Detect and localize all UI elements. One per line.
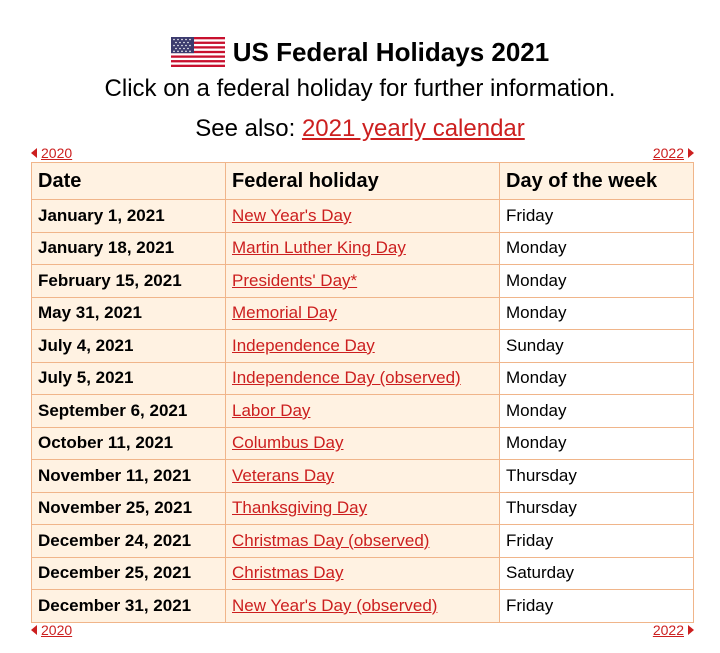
table-row — [32, 395, 694, 428]
holiday-date: July 4, 2021 — [32, 330, 226, 363]
holiday-name-cell — [226, 362, 500, 395]
triangle-right-icon — [688, 148, 694, 158]
holiday-date: July 5, 2021 — [32, 362, 226, 395]
holiday-weekday: Thursday — [500, 492, 694, 525]
triangle-left-icon — [31, 625, 37, 635]
holiday-weekday: Sunday — [500, 330, 694, 363]
holiday-link[interactable]: New Year's Day — [232, 205, 352, 225]
table-row — [32, 427, 694, 460]
next-year-label: 2022 — [652, 145, 684, 161]
holiday-date: December 31, 2021 — [32, 590, 226, 623]
holiday-date: November 25, 2021 — [32, 492, 226, 525]
holiday-weekday: Monday — [500, 427, 694, 460]
holiday-name-cell — [226, 200, 500, 233]
prev-year-label: 2020 — [41, 622, 73, 638]
holiday-weekday: Monday — [500, 265, 694, 298]
holiday-link[interactable]: Independence Day — [232, 335, 375, 355]
year-nav-top — [31, 144, 694, 162]
table-row — [32, 492, 694, 525]
triangle-left-icon — [31, 148, 37, 158]
holiday-weekday: Friday — [500, 200, 694, 233]
holiday-link[interactable]: Presidents' Day* — [232, 270, 358, 290]
next-year-label: 2022 — [652, 622, 684, 638]
page-subtitle: Click on a federal holiday for further information. — [104, 75, 616, 102]
holiday-weekday: Monday — [500, 395, 694, 428]
holiday-weekday: Saturday — [500, 557, 694, 590]
table-row — [32, 200, 694, 233]
holiday-link[interactable]: Christmas Day — [232, 563, 344, 583]
holiday-weekday: Monday — [500, 362, 694, 395]
column-header-holiday: Federal holiday — [226, 163, 500, 200]
holiday-name-cell — [226, 460, 500, 493]
holiday-name-cell — [226, 427, 500, 460]
prev-year-link-bottom[interactable] — [31, 621, 72, 639]
holiday-weekday: Friday — [500, 525, 694, 558]
table-row — [32, 525, 694, 558]
table-row — [32, 330, 694, 363]
holiday-date: May 31, 2021 — [32, 297, 226, 330]
holiday-date: October 11, 2021 — [32, 427, 226, 460]
table-row — [32, 590, 694, 623]
holiday-name-cell — [226, 232, 500, 265]
holiday-link[interactable]: Labor Day — [232, 400, 311, 420]
holiday-name-cell — [226, 557, 500, 590]
prev-year-link-top[interactable] — [31, 144, 72, 162]
see-also-prefix: See also: — [195, 115, 302, 142]
holiday-date: January 18, 2021 — [32, 232, 226, 265]
table-row — [32, 265, 694, 298]
prev-year-label: 2020 — [41, 145, 73, 161]
holiday-name-cell — [226, 395, 500, 428]
us-flag-icon — [171, 37, 225, 67]
holiday-weekday: Monday — [500, 232, 694, 265]
column-header-date: Date — [32, 163, 226, 200]
holiday-weekday: Monday — [500, 297, 694, 330]
holiday-date: November 11, 2021 — [32, 460, 226, 493]
triangle-right-icon — [688, 625, 694, 635]
table-header-row — [32, 163, 694, 200]
year-nav-bottom — [31, 621, 694, 639]
holiday-link[interactable]: Independence Day (observed) — [232, 368, 461, 388]
holiday-date: December 24, 2021 — [32, 525, 226, 558]
table-row — [32, 232, 694, 265]
holiday-name-cell — [226, 492, 500, 525]
holiday-name-cell — [226, 297, 500, 330]
yearly-calendar-link[interactable]: 2021 yearly calendar — [301, 115, 525, 142]
holiday-link[interactable]: Martin Luther King Day — [232, 238, 406, 258]
holiday-link[interactable]: Christmas Day (observed) — [232, 530, 430, 550]
holiday-name-cell — [226, 330, 500, 363]
holiday-date: September 6, 2021 — [32, 395, 226, 428]
table-row — [32, 297, 694, 330]
holiday-date: December 25, 2021 — [32, 557, 226, 590]
table-row — [32, 362, 694, 395]
holiday-link[interactable]: Columbus Day — [232, 433, 344, 453]
holidays-table — [31, 162, 694, 623]
holiday-name-cell — [226, 265, 500, 298]
holiday-name-cell — [226, 525, 500, 558]
holiday-date: January 1, 2021 — [32, 200, 226, 233]
holiday-date: February 15, 2021 — [32, 265, 226, 298]
page-title: US Federal Holidays 2021 — [232, 37, 550, 67]
next-year-link-top[interactable] — [653, 144, 694, 162]
see-also-line — [0, 112, 720, 146]
holiday-link[interactable]: Memorial Day — [232, 303, 337, 323]
table-row — [32, 557, 694, 590]
holiday-link[interactable]: Thanksgiving Day — [232, 498, 368, 518]
holiday-name-cell — [226, 590, 500, 623]
holiday-link[interactable]: Veterans Day — [232, 465, 335, 485]
holiday-weekday: Thursday — [500, 460, 694, 493]
column-header-day: Day of the week — [500, 163, 694, 200]
next-year-link-bottom[interactable] — [653, 621, 694, 639]
title-row — [0, 34, 720, 70]
holiday-link[interactable]: New Year's Day (observed) — [232, 595, 438, 615]
holiday-weekday: Friday — [500, 590, 694, 623]
table-row — [32, 460, 694, 493]
